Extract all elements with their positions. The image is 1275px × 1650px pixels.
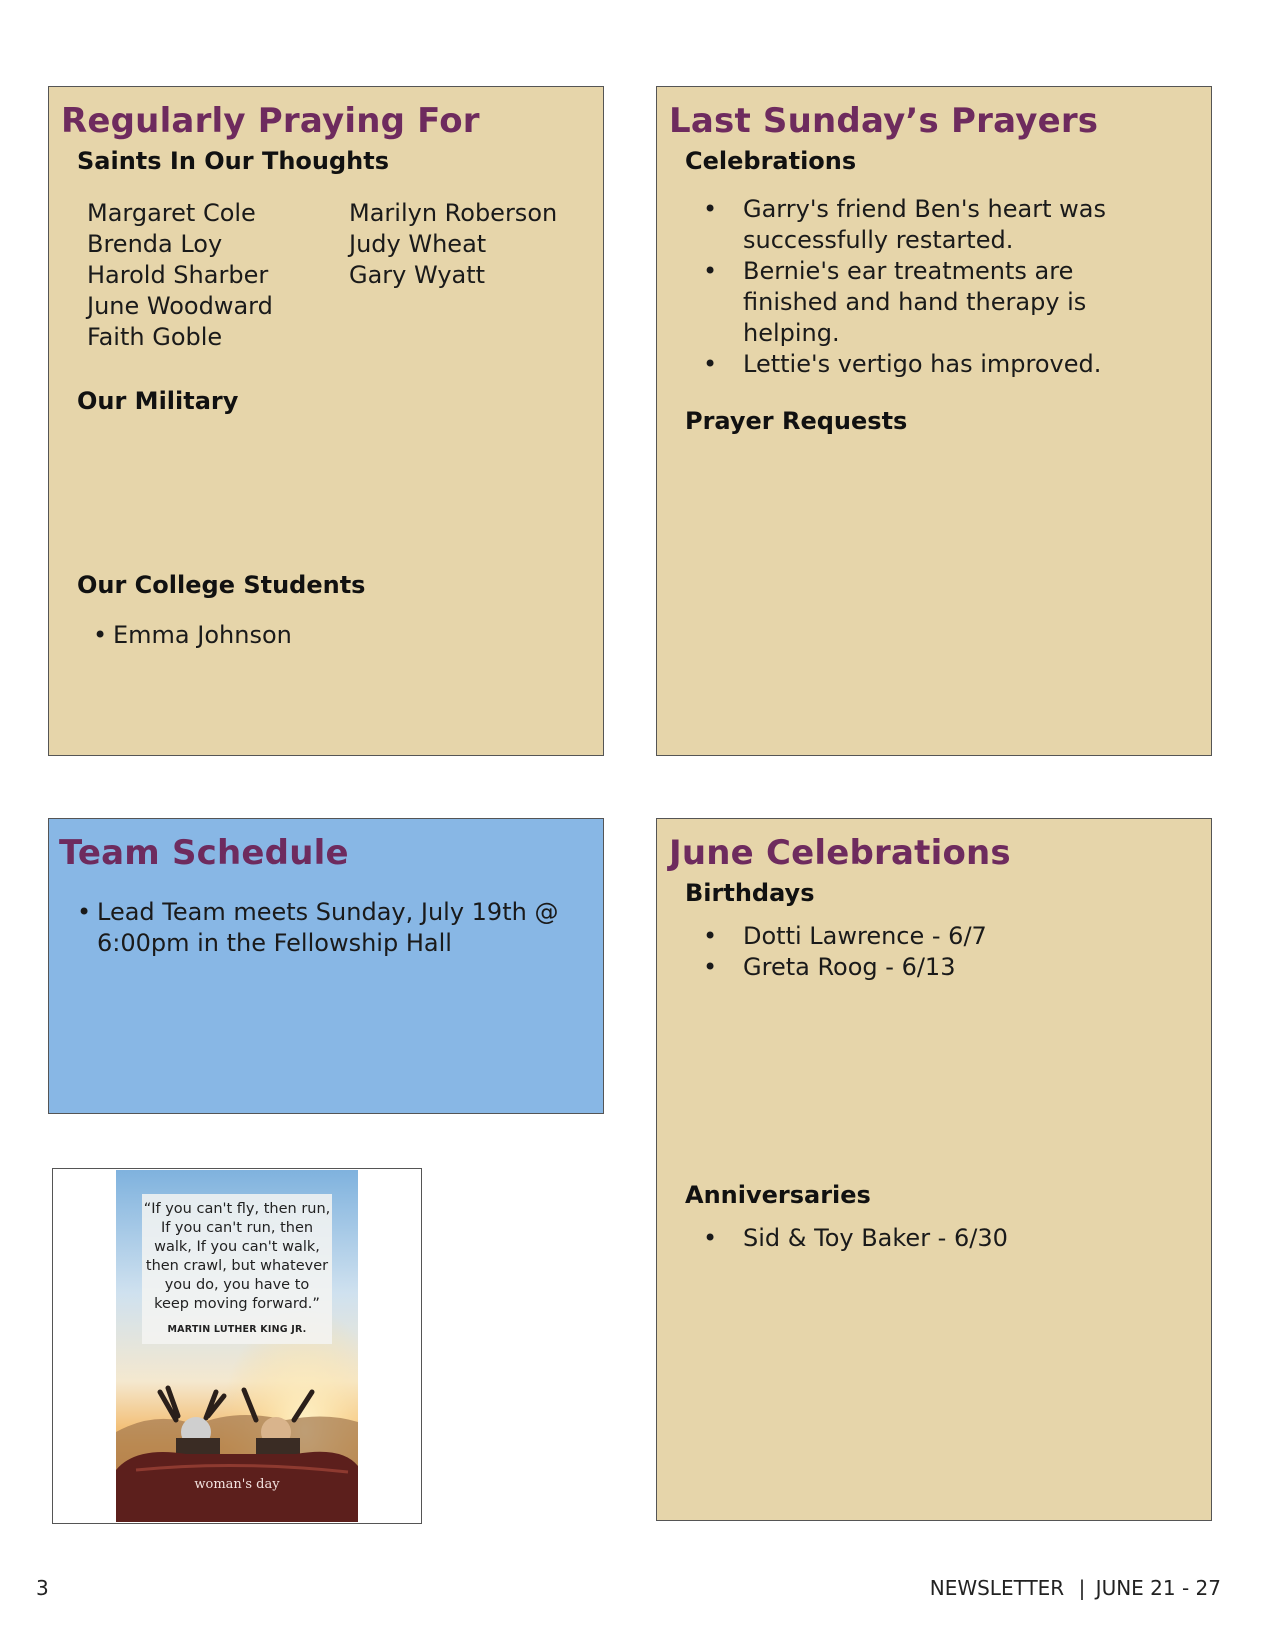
saint-name: Faith Goble (87, 323, 223, 351)
team-item-text: Lead Team meets Sunday, July 19th @ 6:00pm in the Fellowship Hall (97, 898, 559, 957)
list-item (703, 952, 987, 983)
quote-text (116, 1200, 358, 1339)
team-box (48, 818, 604, 1114)
prayers-title: Last Sunday’s Prayers (669, 101, 1099, 141)
military-heading: Our Military (77, 387, 239, 415)
anniversary-text: Sid & Toy Baker - 6/30 (743, 1224, 1008, 1252)
footer-separator: | (1078, 1576, 1086, 1600)
list-item (703, 349, 1173, 380)
prayers-box (656, 86, 1212, 756)
saint-name: Brenda Loy (87, 230, 223, 258)
quote-line: keep moving forward.” (154, 1296, 320, 1312)
birthdays-heading: Birthdays (685, 879, 815, 907)
quote-line: “If you can't fly, then run, (143, 1201, 331, 1217)
quote-line: walk, If you can't walk, (154, 1239, 320, 1255)
celebration-text: Lettie's vertigo has improved. (743, 350, 1102, 378)
birthday-text: Greta Roog - 6/13 (743, 953, 956, 981)
saint-name: Gary Wyatt (349, 261, 486, 289)
list-item (703, 256, 1173, 349)
june-celebrations-box (656, 818, 1212, 1521)
quote-image-frame (52, 1168, 422, 1524)
quote-line: you do, you have to (164, 1277, 310, 1293)
list-item (703, 921, 987, 952)
saints-column-1 (87, 198, 273, 353)
page-number: 3 (36, 1576, 49, 1600)
saint-name: June Woodward (87, 292, 273, 320)
quote-line: then crawl, but whatever (145, 1258, 329, 1274)
student-name: Emma Johnson (113, 621, 292, 649)
saint-name: Judy Wheat (349, 230, 487, 258)
newsletter-label: NEWSLETTER (929, 1576, 1065, 1600)
list-item (703, 194, 1173, 256)
requests-heading: Prayer Requests (685, 407, 908, 435)
bullet: • (703, 922, 718, 950)
bullet: • (77, 898, 92, 926)
brand-watermark: woman's day (194, 1477, 280, 1492)
bullet: • (703, 953, 718, 981)
team-title: Team Schedule (59, 833, 349, 873)
saint-name: Marilyn Roberson (349, 199, 558, 227)
list-item (77, 897, 577, 959)
celebration-text: Garry's friend Ben's heart was successfully restarted. (743, 195, 1106, 254)
bullet: • (703, 195, 718, 223)
team-list (77, 897, 577, 959)
celebration-text: Bernie's ear treatments are finished and hand therapy is helping. (743, 257, 1087, 347)
college-heading: Our College Students (77, 571, 366, 599)
bullet: • (93, 621, 108, 649)
celebrations-list (703, 194, 1173, 380)
list-item (703, 1223, 1008, 1254)
anniversaries-list (703, 1223, 1008, 1254)
celebrations-heading: Celebrations (685, 147, 857, 175)
saint-name: Margaret Cole (87, 199, 256, 227)
bullet: • (703, 350, 718, 378)
saint-name: Harold Sharber (87, 261, 269, 289)
college-list (93, 620, 292, 651)
quote-line: If you can't run, then (160, 1220, 314, 1236)
birthday-text: Dotti Lawrence - 6/7 (743, 922, 987, 950)
date-range: JUNE 21 - 27 (1095, 1576, 1221, 1600)
praying-title: Regularly Praying For (61, 101, 480, 141)
anniversaries-heading: Anniversaries (685, 1181, 871, 1209)
saints-column-2 (349, 198, 557, 291)
bullet: • (703, 1224, 718, 1252)
quote-author: MARTIN LUTHER KING JR. (167, 1324, 307, 1335)
birthdays-list (703, 921, 987, 983)
saints-heading: Saints In Our Thoughts (77, 147, 390, 175)
list-item (93, 620, 292, 651)
bullet: • (703, 257, 718, 285)
footer-title (930, 1576, 1221, 1600)
praying-box (48, 86, 604, 756)
june-celebrations-title: June Celebrations (669, 833, 1011, 873)
